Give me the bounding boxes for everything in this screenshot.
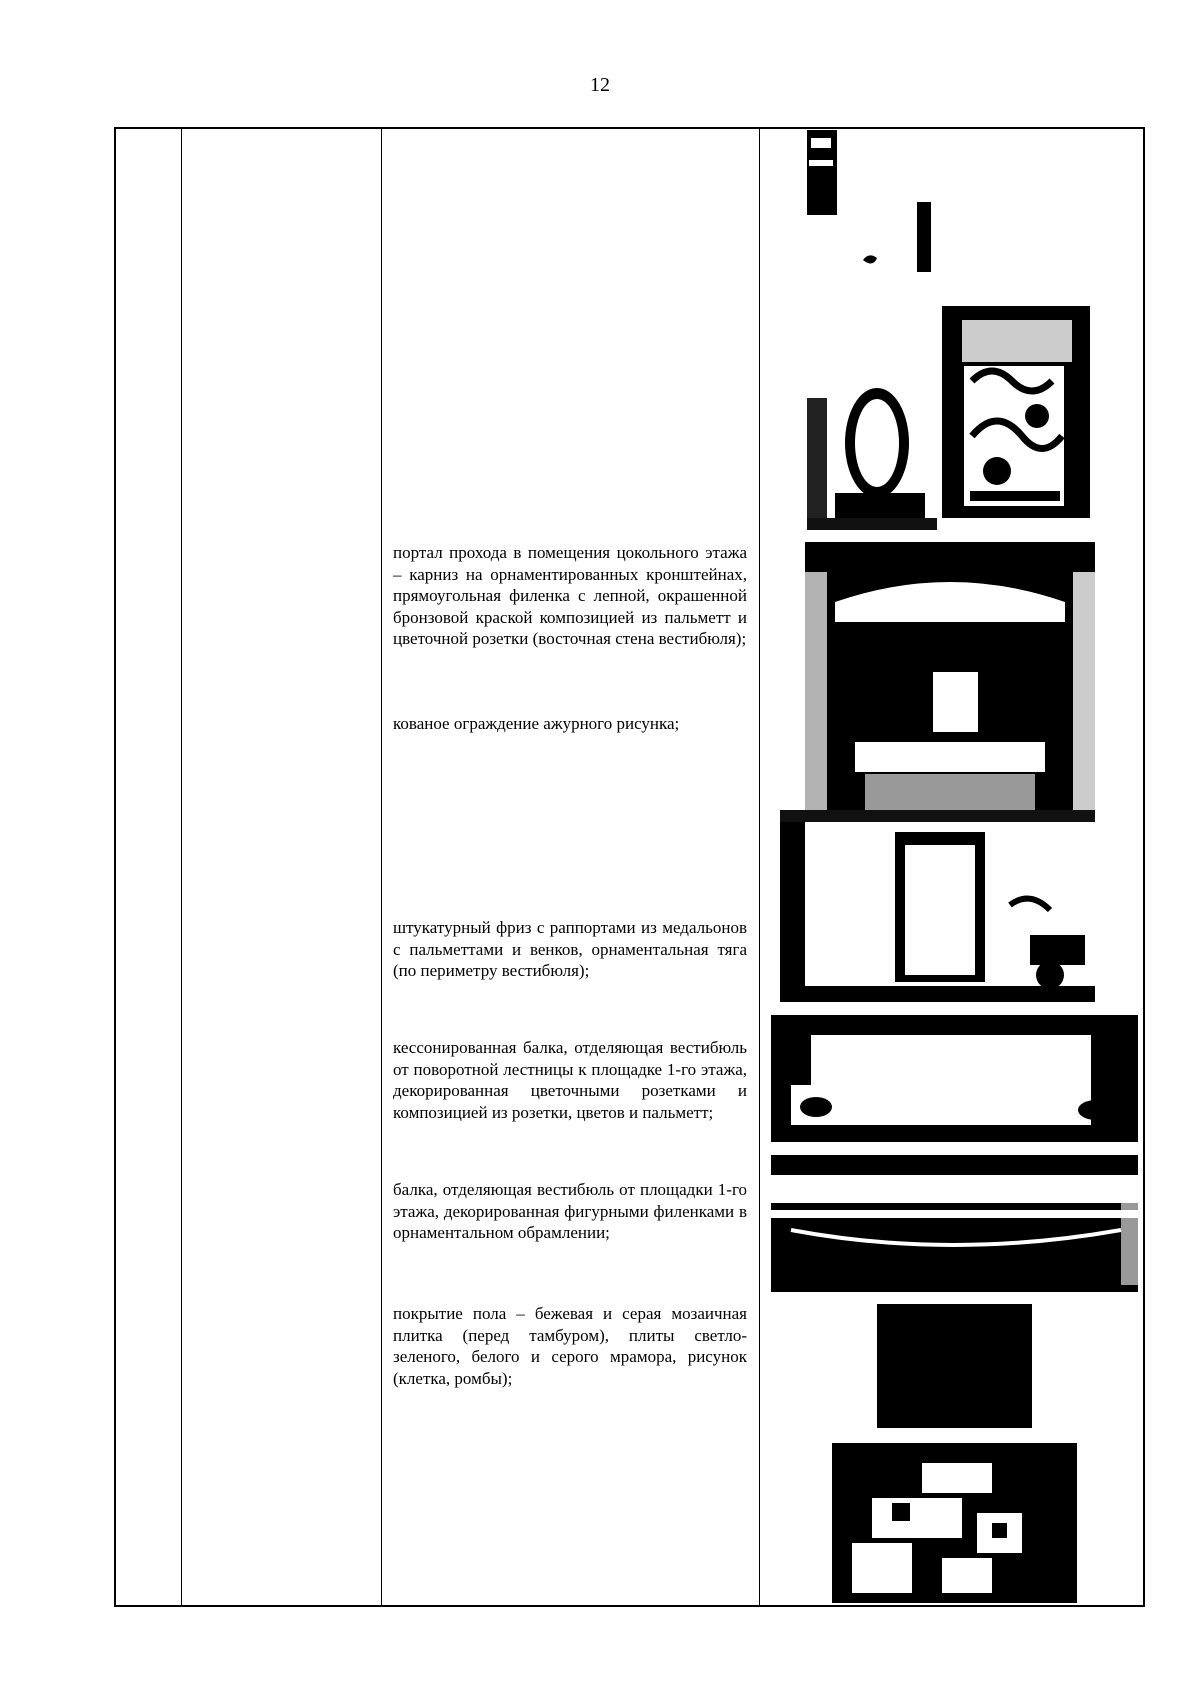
photo-beam [771,1155,1138,1292]
entry-beam-description: балка, отделяющая вестибюль от площадки 1-го этажа, декорированная фигурными филенками в орнаментальном обрамлении; [393,1180,747,1242]
entry-frieze-description: штукатурный фриз с раппортами из медальонов с пальметтами и венков, орнаментальная тяга (по периметру вестибюля); [393,918,747,980]
entry-coffered-beam-description: кессонированная балка, отделяющая вестибюль от поворотной лестницы к площадке 1-го этажа, декорированная цветочными розетками и композицией из розетки, цветов и пальметт; [393,1038,747,1122]
column-divider-1 [181,129,182,1605]
photo-mirror [807,358,937,530]
photo-cornice-fragment [807,130,937,280]
photo-floor-mosaic [877,1304,1032,1428]
photo-coffered-beam [771,1015,1138,1142]
entry-railing-description: кованое ограждение ажурного рисунка; [393,714,680,733]
photo-ornamental-panel [942,306,1090,518]
entry-floor-description: покрытие пола – бежевая и серая мозаичная плитка (перед тамбуром), плиты светло-зеленого, белого и серого мрамора, рисунок (клетка, ромбы); [393,1304,747,1388]
column-divider-2 [381,129,382,1605]
page-number: 12 [590,74,610,96]
column-divider-3 [759,129,760,1605]
photo-marble-floor [832,1443,1077,1603]
entry-portal-description: портал прохода в помещения цокольного этажа – карниз на орнаментированных кронштейнах, прямоугольная филенка с лепной, окрашенной бронзовой краской композицией из пальметт и цветочной розетки (восточная стена вестибюля); [393,543,747,648]
photo-railing [780,810,1095,1002]
photo-portal [805,542,1095,810]
